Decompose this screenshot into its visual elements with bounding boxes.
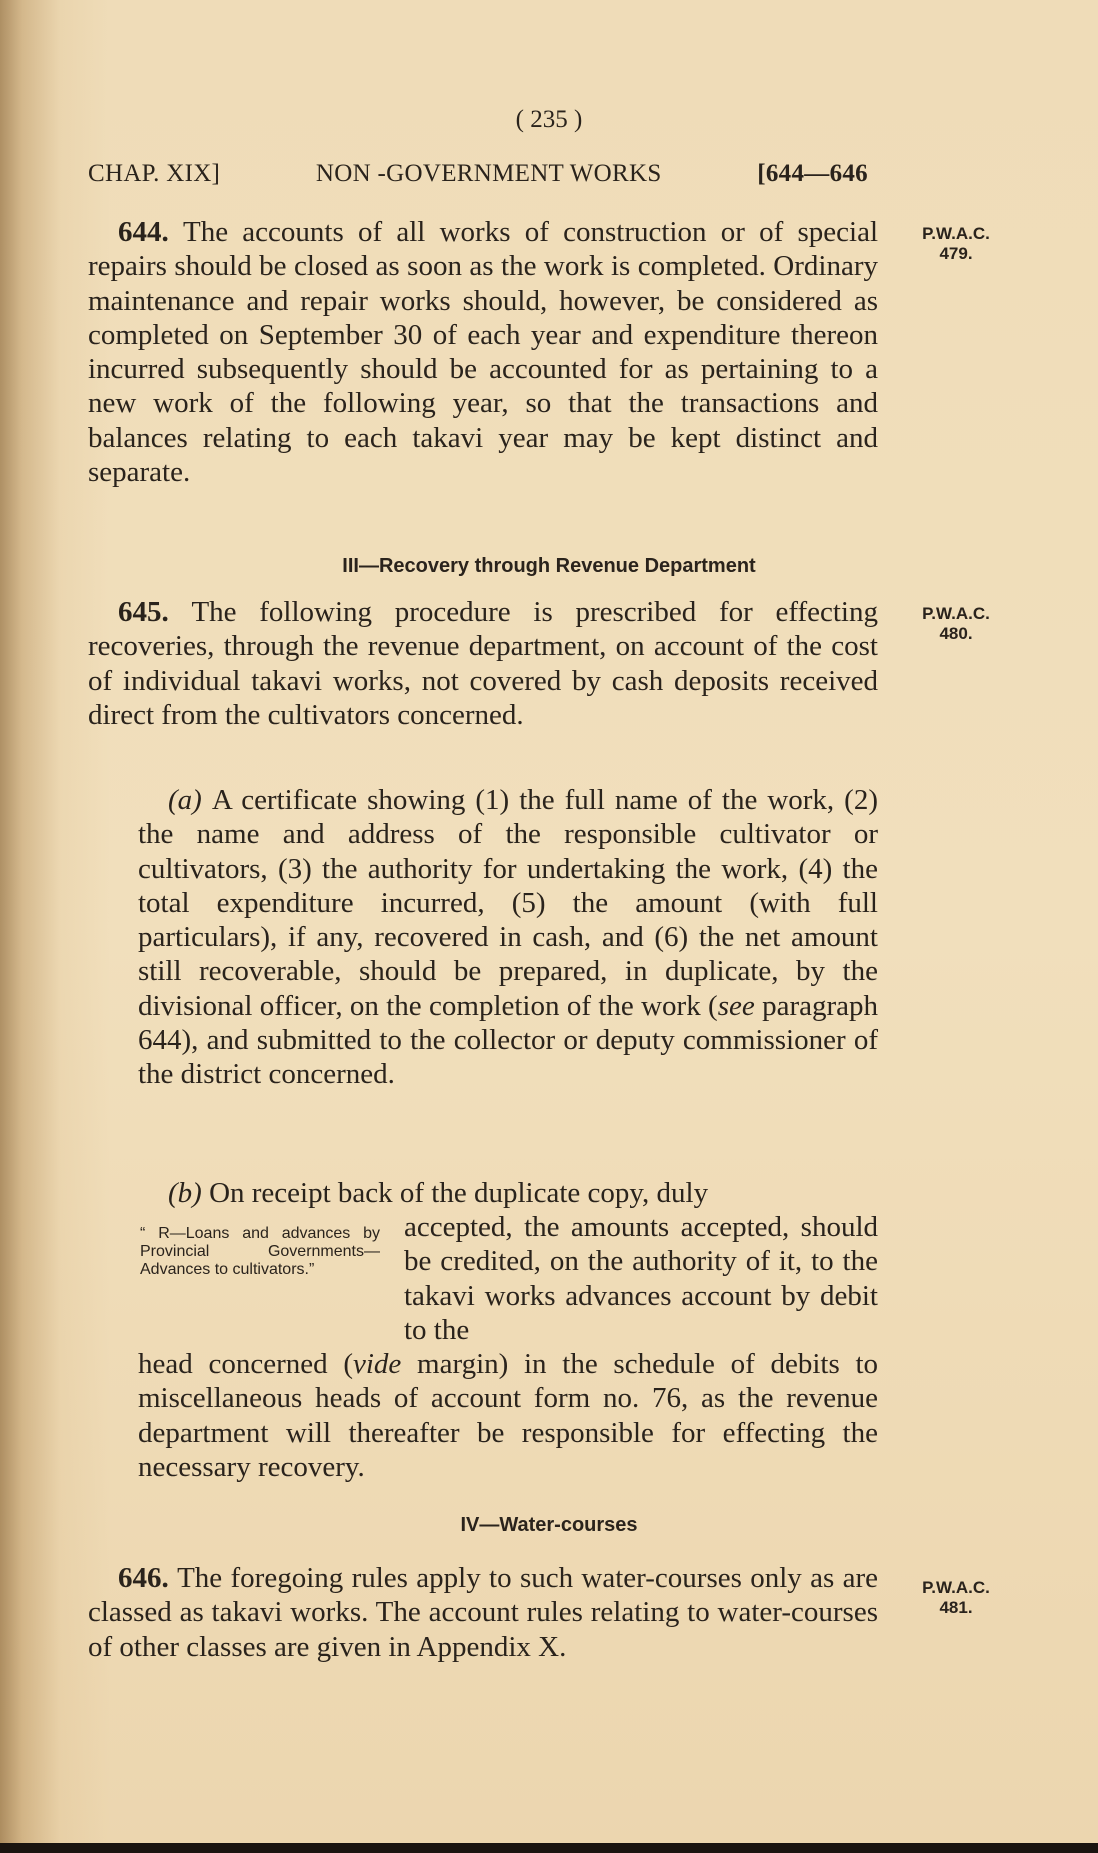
paragraph-number: 644. — [118, 216, 169, 248]
clause-b-continuation: head concerned (vide margin) in the schedule of debits to miscellaneous heads of account form no. 76, as the revenue department will thereafter be responsible for effecting the necessary recovery. — [138, 1348, 878, 1483]
paragraph-text: The accounts of all works of construction or of special repairs should be closed as soon as the work is completed. Ordinary maintenance and repair works should, however, be considered as completed on September 30 of each year and expenditure thereon incurred subsequently should be accounted for as pertaining to a new work of the following year, so that the transactions and balances relating to each takavi year may be kept distinct and separate. — [88, 216, 878, 489]
margin-label: P.W.A.C. — [922, 604, 990, 623]
see-reference: see — [717, 989, 755, 1022]
margin-label: P.W.A.C. — [922, 224, 990, 243]
paragraph-645 — [88, 595, 878, 732]
vide-reference: vide — [352, 1348, 402, 1380]
paragraph-range: [644—646 — [757, 160, 868, 187]
page-bottom-edge — [0, 1843, 1098, 1853]
clause-marker: (a) — [168, 784, 202, 816]
margin-label: P.W.A.C. — [922, 1578, 990, 1597]
margin-note: “ R—Loans and advances by Provincial Governments—Advances to cultivators.” — [140, 1225, 380, 1278]
page-number: ( 235 ) — [515, 106, 583, 133]
paragraph-text: The following procedure is prescribed for effecting recoveries, through the revenue department, on account of the cost of individual takavi works, not covered by cash deposits received direct from the cultivators concerned. — [88, 596, 878, 731]
paragraph-646 — [88, 1561, 878, 1664]
clause-b-first-line: (b) On receipt back of the duplicate copy, duly — [168, 1177, 709, 1209]
margin-number: 479. — [939, 244, 973, 263]
margin-number: 480. — [939, 624, 973, 643]
clause-a: (a) A certificate showing (1) the full name of the work, (2) the name and address of the responsible cultivator or cultivators, (3) the authority for undertaking the work, (4) the total expenditure incurred, (5) the amount (with full particulars), if any, recovered in cash, and (6) the net amount still recoverable, should be prepared, in duplicate, by the divisional officer, on the completion of the work (see paragraph 644), and submitted to the collector or deputy commissioner of the district concerned. — [138, 784, 879, 1091]
chapter-label: CHAP. XIX] — [88, 160, 221, 187]
paragraph-number: 646. — [118, 1562, 169, 1594]
paragraph-644 — [88, 215, 878, 489]
running-header — [88, 160, 868, 188]
margin-reference-645 — [896, 604, 1016, 644]
margin-number: 481. — [939, 1598, 973, 1617]
section-heading-iii: III—Recovery through Revenue Department — [342, 555, 756, 577]
header-title: NON -GOVERNMENT WORKS — [315, 160, 662, 187]
paragraph-text: The foregoing rules apply to such water-courses only as are classed as takavi works. The account rules relating to water-courses of other classes are given in Appendix X. — [88, 1562, 878, 1663]
clause-marker: (b) — [168, 1177, 202, 1209]
section-heading-iv: IV—Water-courses — [460, 1514, 638, 1536]
margin-reference-644 — [896, 224, 1016, 264]
margin-reference-646 — [896, 1578, 1016, 1618]
clause-b-column: accepted, the amounts accepted, should be credited, on the authority of it, to the takavi works advances account by debit to the — [404, 1211, 878, 1346]
paragraph-number: 645. — [118, 596, 169, 628]
